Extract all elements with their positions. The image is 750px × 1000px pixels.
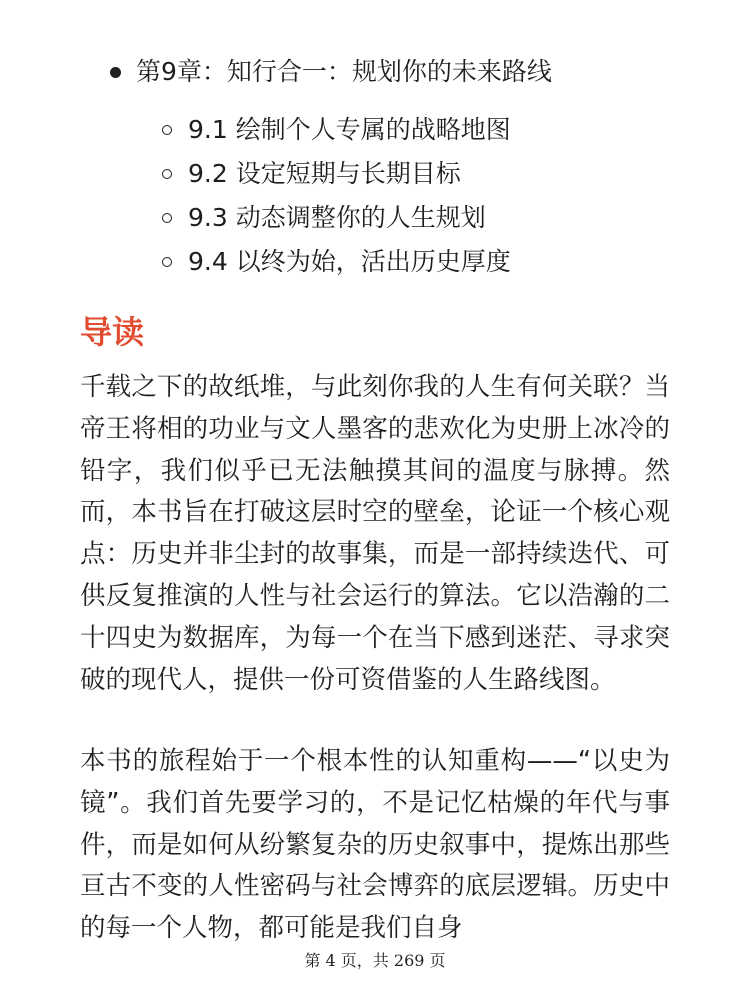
bullet-disc-icon (110, 67, 121, 78)
toc-section-title: 9.2 设定短期与长期目标 (188, 159, 461, 188)
toc-section-item (162, 196, 511, 240)
bullet-circle-icon (162, 125, 172, 135)
toc-section-item (162, 108, 511, 152)
toc-section-list (162, 108, 511, 284)
bullet-circle-icon (162, 257, 172, 267)
toc-section-title: 9.1 绘制个人专属的战略地图 (188, 115, 511, 144)
toc-chapter-title: 第9章：知行合一：规划你的未来路线 (136, 57, 552, 86)
body-paragraph: 千载之下的故纸堆，与此刻你我的人生有何关联？当帝王将相的功业与文人墨客的悲欢化为史册上冰冷的铅字，我们似乎已无法触摸其间的温度与脉搏。然而，本书旨在打破这层时空的壁垒，论证一个核心观点：历史并非尘封的故事集，而是一部持续迭代、可供反复推演的人性与社会运行的算法。它以浩瀚的二十四史为数据库，为每一个在当下感到迷茫、寻求突破的现代人，提供一份可资借鉴的人生路线图。 (80, 372, 670, 695)
page-footer: 第 4 页，共 269 页 (304, 951, 446, 970)
section-heading: 导读 (80, 313, 145, 351)
toc-section-title: 9.3 动态调整你的人生规划 (188, 203, 486, 232)
toc-section-item (162, 152, 511, 196)
bullet-circle-icon (162, 213, 172, 223)
toc-section-item (162, 240, 511, 284)
toc-chapter-item (110, 54, 552, 90)
bullet-circle-icon (162, 169, 172, 179)
toc-section-title: 9.4 以终为始，活出历史厚度 (188, 247, 511, 276)
body-paragraph: 本书的旅程始于一个根本性的认知重构——“以史为镜”。我们首先要学习的，不是记忆枯燥的年代与事件，而是如何从纷繁复杂的历史叙事中，提炼出那些亘古不变的人性密码与社会博弈的底层逻辑。历史中的每一个人物，都可能是我们自身 (80, 746, 670, 944)
